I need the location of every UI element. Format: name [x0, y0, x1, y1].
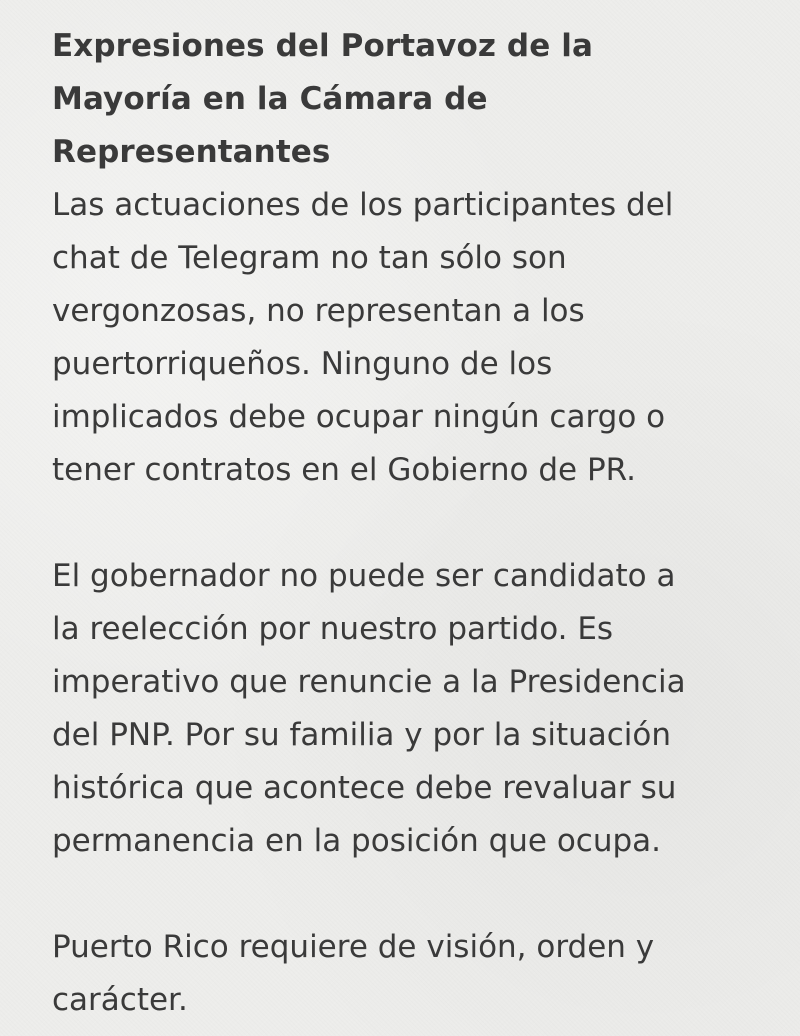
text-line: El gobernador no puede ser candidato a: [52, 558, 676, 594]
paragraph-gap: [52, 497, 772, 550]
text-line: Las actuaciones de los participantes del: [52, 187, 674, 223]
paragraph-1: [52, 179, 772, 497]
text-line: histórica que acontece debe revaluar su: [52, 770, 677, 806]
text-line: permanencia en la posición que ocupa.: [52, 823, 662, 859]
text-line: carácter.: [52, 982, 188, 1018]
note-body: [52, 20, 772, 1027]
paragraph-3: [52, 921, 772, 1027]
text-line: imperativo que renuncie a la Presidencia: [52, 664, 686, 700]
text-line: chat de Telegram no tan sólo son: [52, 240, 567, 276]
text-line: implicados debe ocupar ningún cargo o: [52, 399, 666, 435]
text-line: puertorriqueños. Ninguno de los: [52, 346, 553, 382]
text-line: vergonzosas, no representan a los: [52, 293, 585, 329]
text-line: tener contratos en el Gobierno de PR.: [52, 452, 636, 488]
text-line: Puerto Rico requiere de visión, orden y: [52, 929, 655, 965]
paragraph-2: [52, 550, 772, 868]
title-line: Mayoría en la Cámara de: [52, 81, 488, 117]
paragraph-gap: [52, 868, 772, 921]
title-line: Representantes: [52, 134, 331, 170]
note-title: [52, 20, 772, 179]
text-line: del PNP. Por su familia y por la situación: [52, 717, 672, 753]
text-line: la reelección por nuestro partido. Es: [52, 611, 614, 647]
title-line: Expresiones del Portavoz de la: [52, 28, 593, 64]
